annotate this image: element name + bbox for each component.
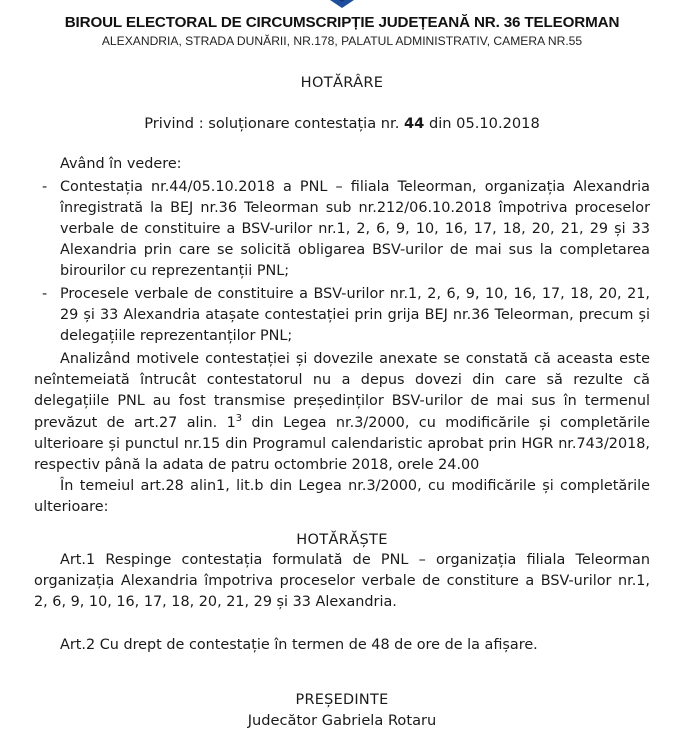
bullet-dash: -	[42, 178, 48, 195]
document-title: HOTĂRÂRE	[300, 73, 384, 91]
signatory-name: Judecător Gabriela Rotaru	[247, 712, 437, 729]
list-item	[34, 284, 650, 348]
signatory-role: PREȘEDINTE	[295, 692, 389, 709]
list-item-text: Procesele verbale de constituire a BSV-urilor nr.1, 2, 6, 9, 10, 16, 17, 18, 20, 21, 29 și 33 Alexandria atașate contestației prin grija BEJ nr.36 Teleorman, precum și delegațiile reprezentanților PNL;	[60, 285, 650, 344]
subject-date: 05.10.2018	[456, 114, 540, 132]
subject-middle: din	[424, 114, 457, 132]
article-2-paragraph: Art.2 Cu drept de contestație în termen de 48 de ore de la afișare.	[60, 637, 538, 654]
letterhead	[34, 0, 650, 50]
decision-heading: HOTĂRĂȘTE	[296, 530, 388, 548]
analysis-text-part-one: Analizând motivele contestației și dovezile anexate se constată că aceasta este neîntemeiată întrucât contestatorul nu a depus dovezi din care să rezulte că delegațiile PNL au fost transmise președinților BSV-urilor de mai sus în termenul prevăzut de art.27 alin. 1	[34, 351, 650, 431]
list-item-text: Contestația nr.44/05.10.2018 a PNL – filiala Teleorman, organizația Alexandria înregistrată la BEJ nr.36 Teleorman sub nr.212/06.10.2018 împotriva proceselor verbale de constituire a BSV-urilor nr.1, 2, 6, 9, 10, 16, 17, 18, 20, 21, 29 și 33 Alexandria prin care se solicită obligarea BSV-urilor de mai sus la completarea birourilor cu reprezentanții PNL;	[60, 178, 650, 280]
organization-address: ALEXANDRIA, STRADA DUNĂRII, NR.178, PALATUL ADMINISTRATIV, CAMERA NR.55	[101, 34, 583, 49]
legal-basis-paragraph: În temeiul art.28 alin1, lit.b din Legea nr.3/2000, cu modificările și completările ulterioare:	[34, 478, 650, 516]
institutional-emblem-icon	[309, 0, 375, 8]
bullet-dash: -	[42, 285, 48, 302]
article-1-paragraph: Art.1 Respinge contestația formulată de PNL – organizația filiala Teleorman organizația Alexandria împotriva proceselor verbale de constiture a BSV-urilor nr.1, 2, 6, 9, 10, 16, 17, 18, 20, 21, 29 și 33 Alexandria.	[34, 551, 650, 610]
list-item	[34, 177, 650, 283]
analysis-text-part-two: din Legea nr.3/2000, cu modificările și completările ulterioare și punctul nr.15 din Programul calendaristic aprobat prin HGR nr.743/2018, respectiv până la adata de patru octombrie 2018, orele 24.00	[34, 414, 650, 473]
analysis-paragraph	[34, 349, 650, 476]
subject-contestation-number: 44	[404, 114, 425, 132]
article-alineat-superscript: 3	[235, 412, 243, 424]
preamble-bullet-list	[34, 177, 650, 347]
signature-block	[34, 692, 650, 729]
preamble-lead: Având în vedere:	[60, 155, 182, 172]
subject-prefix: Privind : soluționare contestația nr.	[144, 114, 404, 132]
document-subject	[34, 115, 650, 132]
organization-name: BIROUL ELECTORAL DE CIRCUMSCRIPȚIE JUDEȚEANĂ NR. 36 TELEORMAN	[64, 14, 620, 31]
